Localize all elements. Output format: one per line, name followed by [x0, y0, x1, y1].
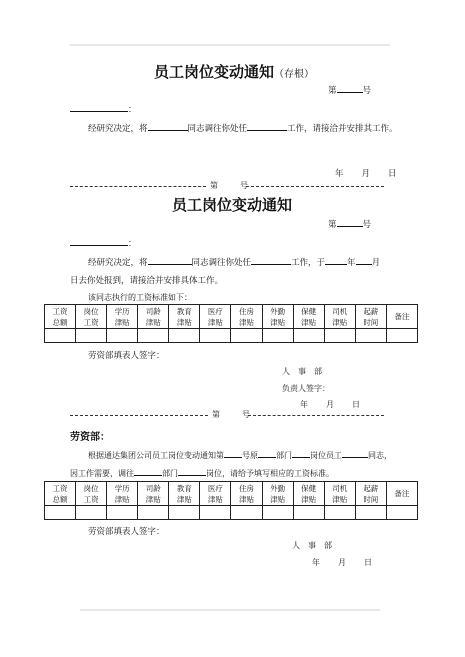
notice-number: [328, 218, 371, 230]
notice-value-cell[interactable]: [324, 329, 355, 343]
notice-value-cell[interactable]: [169, 329, 200, 343]
notice-year-blank[interactable]: [325, 256, 347, 265]
labor-value-cell[interactable]: [355, 506, 386, 520]
labor-value-cell[interactable]: [107, 506, 138, 520]
notice-header-cell: 医疗 津贴: [200, 305, 231, 329]
notice-body-month: 月: [371, 258, 381, 268]
labor-line1-b: 号原: [242, 451, 258, 460]
labor-filler-label: 劳资部填表人签字：: [88, 527, 165, 537]
stub-date-day: 日: [388, 169, 397, 179]
notice-header-cell: 住房 津贴: [231, 305, 262, 329]
labor-value-cell[interactable]: [324, 506, 355, 520]
labor-date-year: 年: [312, 558, 320, 567]
labor-date: [312, 557, 372, 568]
stub-date: [335, 167, 397, 179]
separator-line-right: [246, 186, 384, 187]
notice-no-blank[interactable]: [337, 218, 363, 227]
labor-header-cell: 工资 总额: [45, 482, 76, 506]
notice-body-c: 工作，于: [291, 258, 326, 268]
notice-wage-table: [44, 304, 418, 343]
labor-value-cell[interactable]: [45, 506, 76, 520]
stub-body-c: 工作，请接洽并安排其工作。: [287, 124, 398, 134]
notice-body-a: 经研究决定，将: [88, 258, 148, 268]
notice-addressee-colon: ：: [128, 239, 137, 249]
notice-job-blank[interactable]: [251, 256, 291, 265]
labor-line2-b: 部门: [162, 469, 178, 478]
stub-date-month: 月: [361, 169, 371, 179]
labor-header-cell: 起薪 时间: [355, 482, 386, 506]
labor-value-cell[interactable]: [386, 506, 417, 520]
labor-line1: [88, 449, 392, 461]
notice-header-cell: 岗位 工资: [76, 305, 107, 329]
stub-number: [328, 84, 371, 96]
notice-name-blank[interactable]: [148, 256, 192, 265]
labor-heading: 劳资部：: [70, 432, 110, 443]
separator-no-prefix: 第: [210, 181, 218, 190]
notice-value-cell[interactable]: [293, 329, 324, 343]
labor-header-cell: 备注: [386, 482, 417, 506]
stub-title: [154, 61, 314, 82]
labor-value-cell[interactable]: [169, 506, 200, 520]
notice-no-prefix: 第: [328, 220, 337, 230]
notice-header-cell: 保健 津贴: [293, 305, 324, 329]
stub-job-blank[interactable]: [247, 122, 287, 131]
notice-date-year: 年: [300, 400, 308, 409]
notice-header-cell: 司龄 津贴: [138, 305, 169, 329]
notice-body-line2: 日去你处报到，请接洽并安排具体工作。: [70, 276, 224, 286]
stub-body-a: 经研究决定，将: [88, 124, 148, 134]
separator2-label: [212, 409, 250, 420]
notice-month-blank[interactable]: [356, 256, 372, 265]
labor-line2-a: 因工作需要，调往: [70, 469, 134, 478]
notice-responsible-label: 负责人签字：: [282, 384, 330, 393]
labor-newdept-blank[interactable]: [134, 467, 162, 476]
stub-body-b: 同志调往你处任: [187, 124, 248, 134]
notice-title: 员工岗位变动通知: [172, 196, 293, 214]
stub-title-text: 员工岗位变动通知: [154, 63, 275, 81]
notice-header-cell: 司机 津贴: [324, 305, 355, 329]
labor-header-cell: 教育 津贴: [169, 482, 200, 506]
notice-date-day: 日: [352, 400, 360, 409]
labor-line1-e: 同志，: [368, 451, 392, 460]
notice-header-cell: 外勤 津贴: [262, 305, 293, 329]
stub-addressee-colon: ：: [128, 105, 137, 115]
scan-noise-top: [70, 44, 390, 46]
labor-name-blank[interactable]: [342, 449, 368, 458]
labor-value-cell[interactable]: [76, 506, 107, 520]
labor-header-cell: 医疗 津贴: [200, 482, 231, 506]
labor-value-cell[interactable]: [138, 506, 169, 520]
notice-addressee: [70, 237, 137, 249]
notice-value-cell[interactable]: [200, 329, 231, 343]
notice-no-suffix: 号: [362, 220, 372, 230]
labor-date-month: 月: [338, 558, 346, 567]
labor-value-cell[interactable]: [262, 506, 293, 520]
labor-line2-c: 岗位，请给予填写相应的工资标准。: [206, 469, 334, 478]
notice-value-cell[interactable]: [138, 329, 169, 343]
notice-wage-value-row: [45, 329, 418, 343]
notice-dept-label: 人 事 部: [282, 367, 322, 376]
stub-date-year: 年: [335, 169, 344, 179]
labor-oldpost-blank[interactable]: [292, 449, 310, 458]
stub-title-suffix: （存根）: [274, 69, 315, 80]
notice-addressee-blank[interactable]: [70, 237, 128, 246]
labor-header-cell: 住房 津贴: [231, 482, 262, 506]
stub-addressee-blank[interactable]: [70, 103, 128, 112]
notice-date-month: 月: [326, 400, 334, 409]
labor-line1-d: 岗位员工: [310, 451, 342, 460]
separator2-no-prefix: 第: [212, 410, 220, 419]
labor-line1-a: 根据通达集团公司员工岗位变动通知第: [88, 451, 224, 460]
labor-value-cell[interactable]: [200, 506, 231, 520]
scan-noise-bottom: [80, 609, 380, 611]
notice-date: [300, 399, 360, 410]
notice-value-cell[interactable]: [76, 329, 107, 343]
notice-value-cell[interactable]: [231, 329, 262, 343]
notice-value-cell[interactable]: [45, 329, 76, 343]
labor-no-blank[interactable]: [224, 449, 242, 458]
labor-line1-c: 部门: [276, 451, 292, 460]
notice-body-year: 年: [347, 258, 356, 268]
stub-body: [88, 122, 398, 134]
notice-filler-label: 劳资部填表人签字：: [88, 351, 165, 361]
stub-name-blank[interactable]: [148, 122, 188, 131]
notice-value-cell[interactable]: [262, 329, 293, 343]
stub-no-blank[interactable]: [337, 84, 363, 93]
labor-wage-value-row: [45, 506, 418, 520]
notice-value-cell[interactable]: [355, 329, 386, 343]
labor-value-cell[interactable]: [231, 506, 262, 520]
notice-table-caption: 该同志执行的工资标准如下：: [88, 293, 192, 302]
labor-header-cell: 司龄 津贴: [138, 482, 169, 506]
labor-wage-table: [44, 481, 418, 520]
labor-header-cell: 司机 津贴: [324, 482, 355, 506]
labor-wage-header-row: [45, 482, 418, 506]
notice-header-cell: 教育 津贴: [169, 305, 200, 329]
notice-body-b: 同志调往你处任: [191, 258, 252, 268]
separator2-line-left: [70, 415, 208, 416]
separator-no-suffix: 号: [240, 181, 248, 190]
labor-value-cell[interactable]: [293, 506, 324, 520]
notice-wage-header-row: [45, 305, 418, 329]
labor-header-cell: 学历 津贴: [107, 482, 138, 506]
notice-header-cell: 工资 总额: [45, 305, 76, 329]
notice-body-line1: [88, 256, 380, 268]
notice-header-cell: 起薪 时间: [355, 305, 386, 329]
labor-header-cell: 保健 津贴: [293, 482, 324, 506]
notice-value-cell[interactable]: [107, 329, 138, 343]
labor-dept-label: 人 事 部: [292, 541, 332, 550]
separator-label: [210, 180, 248, 191]
notice-header-cell: 备注: [386, 305, 417, 329]
labor-olddept-blank[interactable]: [258, 449, 276, 458]
labor-date-day: 日: [364, 558, 372, 567]
labor-header-cell: 外勤 津贴: [262, 482, 293, 506]
notice-value-cell[interactable]: [386, 329, 417, 343]
stub-addressee: [70, 103, 137, 115]
separator2-line-right: [248, 415, 384, 416]
labor-header-cell: 岗位 工资: [76, 482, 107, 506]
stub-no-suffix: 号: [362, 86, 372, 96]
stub-no-prefix: 第: [328, 86, 337, 96]
notice-header-cell: 学历 津贴: [107, 305, 138, 329]
labor-newpost-blank[interactable]: [178, 467, 206, 476]
separator2-no-suffix: 号: [242, 410, 250, 419]
separator-line-left: [70, 186, 206, 187]
labor-line2: [70, 467, 334, 479]
